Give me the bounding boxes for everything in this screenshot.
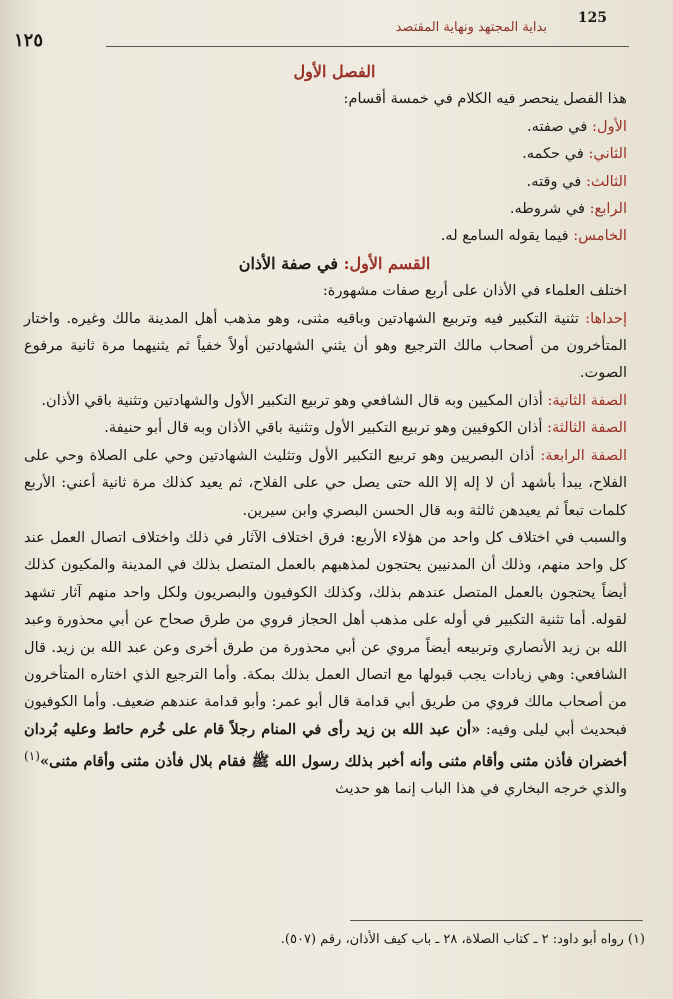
paragraph-difference: اختلف العلماء في الأذان على أربع صفات مشهورة: (322, 282, 627, 300)
list-item-label: الرابع: (589, 200, 627, 218)
list-item-label: الثالث: (585, 172, 627, 190)
list-item-label: الأول: (592, 117, 627, 135)
paragraph-text: تثنية التكبير فيه وتربيع الشهادتين وباقيه مثنى، وهو مذهب أهل المدينة مالك وغيره. واختار المتأخرون من أصحاب مالك الترجيع وهو أن يثني الشهادتين أولاً خفياً ثم يثنيهما مرة ثانية مرفوع الصوت. (24, 309, 627, 382)
running-title: بداية المجتهد ونهاية المقتصد (395, 20, 547, 35)
paragraph-second-form (24, 387, 645, 414)
paragraph-label: الصفة الثالثة: (547, 419, 627, 437)
paragraph-third-form (24, 414, 645, 441)
footnote: (١) رواه أبو داود: ٢ ـ كتاب الصلاة، ٢٨ ـ باب كيف الأذان، رقم (٥٠٧). (280, 932, 645, 947)
paragraph-label: الصفة الثانية: (547, 391, 627, 409)
list-item-text: في وقته. (526, 172, 582, 190)
page-header (14, 6, 659, 50)
paragraph-reason (24, 524, 645, 803)
section-heading (24, 250, 645, 277)
list-item-label: الثاني: (588, 145, 627, 163)
list-item-text: في صفته. (526, 117, 588, 135)
paragraph-text: والسبب في اختلاف كل واحد من هؤلاء الأربع: فرق اختلاف الآثار في ذلك واختلاف اتصال العمل عند كل واحد منهم، وذلك أن المدنيين يحتجون لمذهبهم بالعمل المتصل بذلك في المدينة والمكيون كذلك أيضاً يحتجون بالعمل المتصل عندهم بذلك، وكذلك الكوفيون والبصريون ولكل واحد منهم آثار تشهد لقوله. أما تثنية التكبير في أوله على مذهب أهل الحجاز فروي من طرق صحاح عن أبي محذورة وعبد الله بن زيد الأنصاري وتربيعه أيضاً مروي عن أبي محذورة من طرق أخرى وعن عبد الله بن زيد. قال الشافعي: وهي زيادات يجب قبولها مع اتصال العمل بذلك بمكة. وأما الترجيع الذي اختاره المتأخرون من أصحاب مالك فروي من طريق أبي قدامة قال أبو عمر: وأبو قدامة عندهم ضعيف. وأما الكوفيون فبحديث أبي ليلى وفيه: (24, 528, 627, 738)
footnote-reference: (١) (24, 749, 41, 764)
list-item-text: فيما يقوله السامع له. (440, 227, 569, 245)
paragraph-label: إحداها: (585, 309, 628, 327)
paragraph-fourth-form (24, 442, 645, 524)
list-item (24, 195, 645, 222)
page-body (24, 58, 645, 803)
paragraph-first-form (24, 305, 645, 387)
paragraph-label: الصفة الرابعة: (540, 446, 627, 464)
list-item (24, 222, 645, 249)
list-item-text: في شروطه. (509, 200, 585, 218)
header-rule (106, 46, 629, 47)
list-item-label: الخامس: (573, 227, 627, 245)
chapter-title: الفصل الأول (293, 62, 376, 81)
section-heading-title: في صفة الأذان (238, 253, 338, 273)
paragraph-text: أذان المكيين وبه قال الشافعي وهو تربيع التكبير الأول والشهادتين وتثنية باقي الأذان. (41, 391, 543, 409)
page-number-latin: 125 (577, 10, 607, 26)
list-item (24, 140, 645, 167)
hadith-quote: «أن عبد الله بن زيد رأى في المنام رجلاً قام على خُرم حائط وعليه بُردان أخضران فأذن مثنى وأقام مثنى وأنه أخبر بذلك رسول الله ﷺ فقام بلال فأذن مثنى وأقام مثنى» (24, 720, 627, 771)
list-item (24, 113, 645, 140)
paragraph-text-end: والذي خرجه البخاري في هذا الباب إنما هو حديث (335, 780, 627, 798)
paragraph-text: أذان البصريين وهو تربيع التكبير الأول وتثليث الشهادتين وحي على الصلاة وحي على الفلاح، يبدأ بأشهد أن لا إله إلا الله حتى يصل حي على الفلاح، ثم يعيد كذلك مرة ثانية أعني: الأربع كلمات تبعاً ثم يعيدهن ثالثة وبه قال الحسن البصري وابن سيرين. (24, 446, 627, 519)
page-number-arabic: ١٢٥ (14, 30, 44, 51)
list-item-text: في حكمه. (522, 145, 584, 163)
list-item (24, 168, 645, 195)
footnote-rule (350, 920, 643, 921)
intro-paragraph: هذا الفصل ينحصر فيه الكلام في خمسة أقسام: (343, 90, 627, 108)
section-heading-label: القسم الأول: (343, 253, 431, 273)
paragraph-text: أذان الكوفيين وهو تربيع التكبير الأول وتثنية باقي الأذان وبه قال أبو حنيفة. (104, 419, 543, 437)
